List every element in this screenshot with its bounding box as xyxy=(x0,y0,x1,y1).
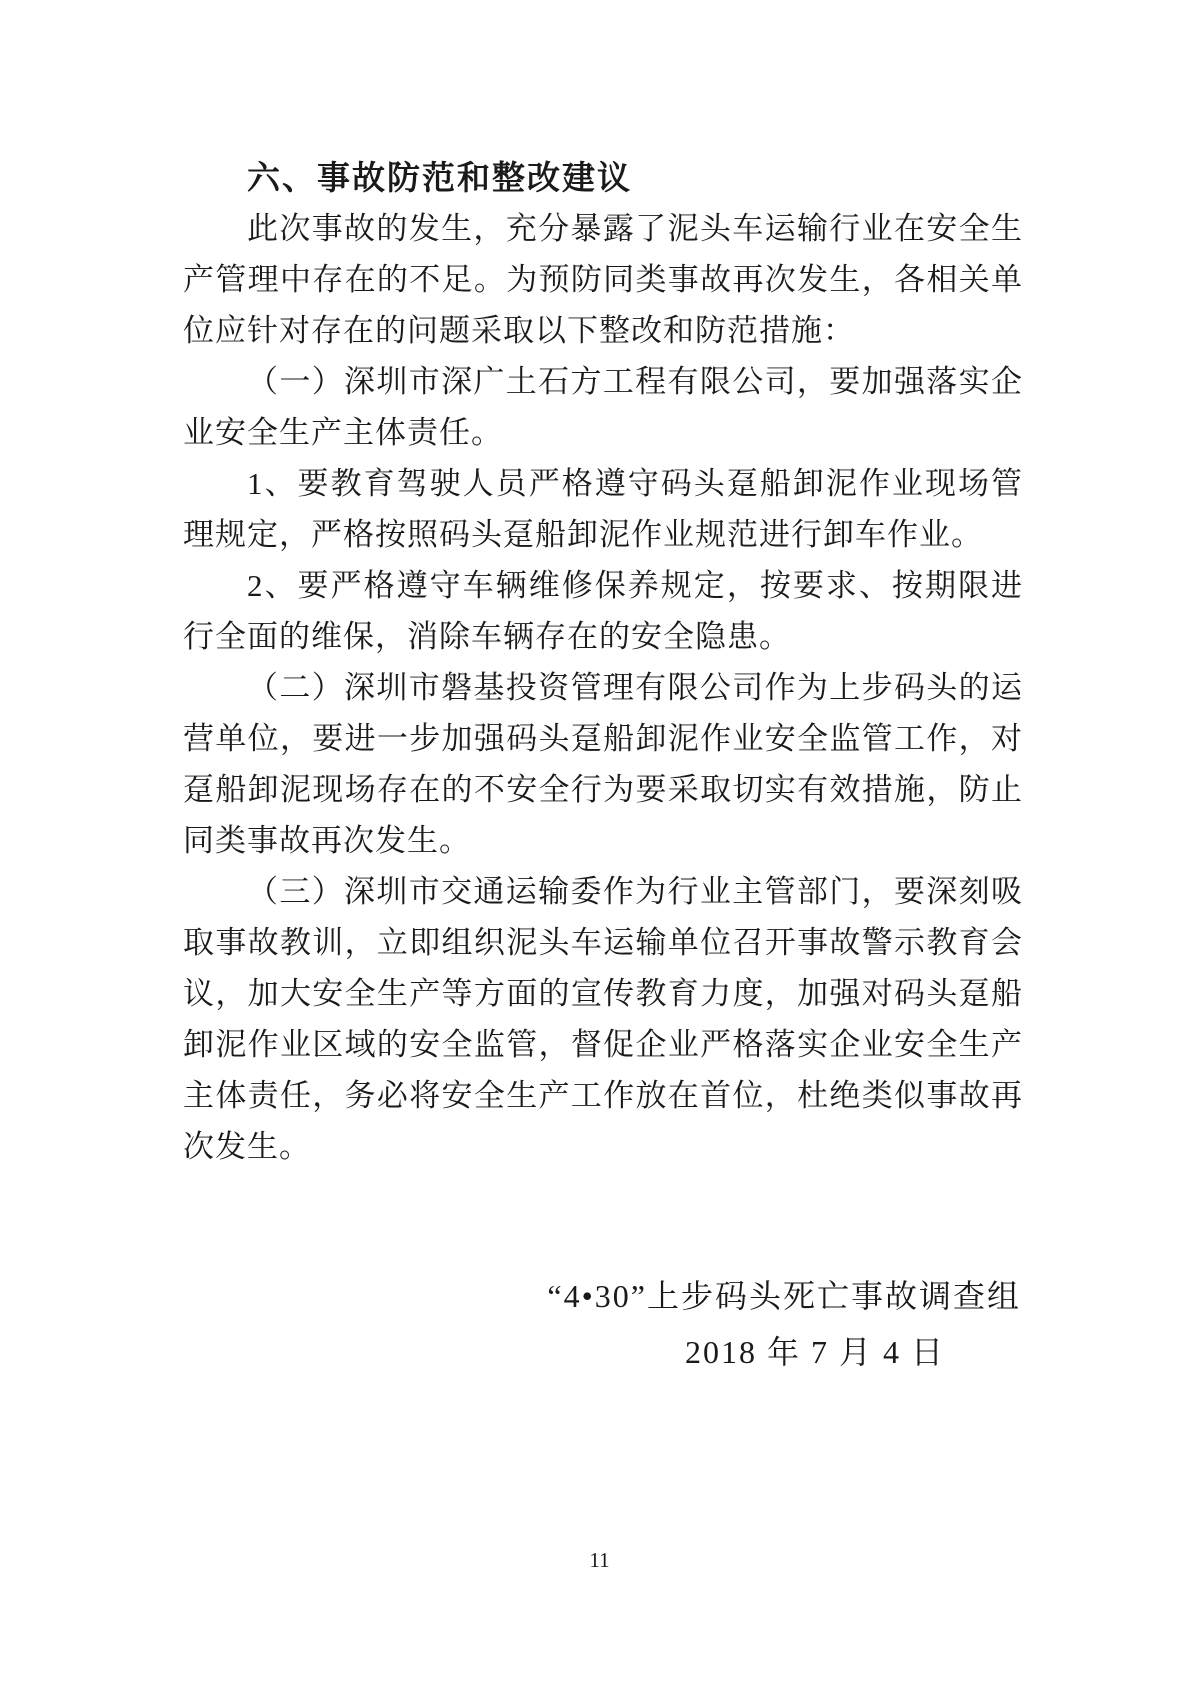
section-heading: 六、事故防范和整改建议 xyxy=(247,159,632,196)
text-line: （三）深圳市交通运输委作为行业主管部门，要深刻吸 xyxy=(247,874,1023,909)
text-line: 主体责任，务必将安全生产工作放在首位，杜绝类似事故再 xyxy=(183,1078,1023,1113)
text-line: 理规定，严格按照码头趸船卸泥作业规范进行卸车作业。 xyxy=(183,517,983,552)
paragraph-lines xyxy=(183,203,1023,1172)
page-number: 11 xyxy=(589,1548,610,1572)
text-line: 产管理中存在的不足。为预防同类事故再次发生，各相关单 xyxy=(183,262,1023,297)
text-line: 同类事故再次发生。 xyxy=(183,823,471,858)
text-line: 1、要教育驾驶人员严格遵守码头趸船卸泥作业现场管 xyxy=(247,466,1023,501)
signature-block xyxy=(183,1268,1023,1380)
text-line: 行全面的维保，消除车辆存在的安全隐患。 xyxy=(183,619,791,654)
text-line: （二）深圳市磐基投资管理有限公司作为上步码头的运 xyxy=(247,670,1023,705)
date-line: 2018 年 7 月 4 日 xyxy=(684,1334,945,1370)
text-line: 此次事故的发生，充分暴露了泥头车运输行业在安全生 xyxy=(247,211,1023,246)
text-line: 业安全生产主体责任。 xyxy=(183,415,503,450)
text-line: 营单位，要进一步加强码头趸船卸泥作业安全监管工作，对 xyxy=(183,721,1023,756)
text-line: 取事故教训，立即组织泥头车运输单位召开事故警示教育会 xyxy=(183,925,1023,960)
text-line: 卸泥作业区域的安全监管，督促企业严格落实企业安全生产 xyxy=(183,1027,1023,1062)
text-line: 2、要严格遵守车辆维修保养规定，按要求、按期限进 xyxy=(247,568,1023,603)
text-line: 位应针对存在的问题采取以下整改和防范措施： xyxy=(183,313,855,348)
text-line: 次发生。 xyxy=(183,1129,311,1164)
text-line: 议，加大安全生产等方面的宣传教育力度，加强对码头趸船 xyxy=(183,976,1023,1011)
text-line: （一）深圳市深广土石方工程有限公司，要加强落实企 xyxy=(247,364,1023,399)
text-line: 趸船卸泥现场存在的不安全行为要采取切实有效措施，防止 xyxy=(183,772,1023,807)
document-body xyxy=(183,152,1023,1380)
signature-line: “4•30”上步码头死亡事故调查组 xyxy=(547,1278,1021,1314)
